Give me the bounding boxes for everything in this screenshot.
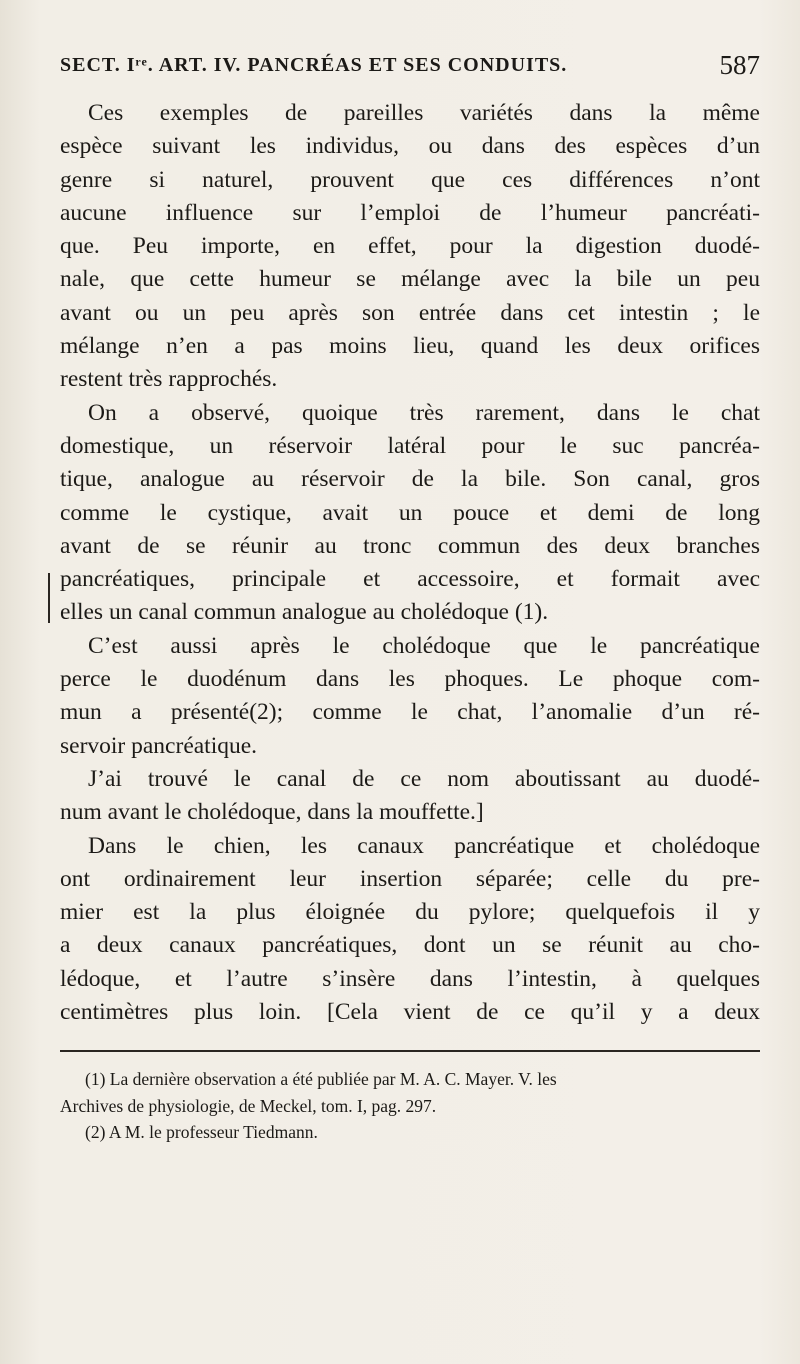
running-header [60,50,760,90]
text-line: On a observé, quoique très rarement, dans le chat [88,399,760,426]
text-line: espèce suivant les individus, ou dans des espèces d’un [60,133,760,160]
footnote-line: Archives de physiologie, de Meckel, tom. I, pag. 297. [60,1095,437,1116]
footnote-line: (2) A M. le professeur Tiedmann. [85,1122,318,1142]
paragraph [60,97,760,397]
paragraph [60,397,760,630]
text-line: lédoque, et l’autre s’insère dans l’intestin, à quelques [60,965,760,992]
text-line: mélange n’en a pas moins lieu, quand les deux orifices [60,333,760,360]
text-line: tique, analogue au réservoir de la bile. Son canal, gros [60,466,760,493]
text-line: Dans le chien, les canaux pancréatique et cholédoque [88,832,760,859]
text-line: ont ordinairement leur insertion séparée; celle du pre- [60,865,760,892]
text-line: centimètres plus loin. [Cela vient de ce qu’il y a deux [60,999,760,1026]
text-line: J’ai trouvé le canal de ce nom aboutissant au duodé- [88,765,760,792]
text-line: comme le cystique, avait un pouce et demi de long [60,499,760,526]
text-line: genre si naturel, prouvent que ces différences n’ont [60,166,760,193]
text-line: num avant le cholédoque, dans la mouffette.] [60,799,484,826]
text-line: servoir pancréatique. [60,732,258,759]
text-line: mun a présenté(2); comme le chat, l’anomalie d’un ré- [60,699,760,726]
text-line: C’est aussi après le cholédoque que le pancréatique [88,632,760,659]
text-line: a deux canaux pancréatiques, dont un se réunit au cho- [60,932,760,959]
text-line: nale, que cette humeur se mélange avec la bile un peu [60,266,760,293]
text-line: avant ou un peu après son entrée dans cet intestin ; le [60,299,760,326]
text-line: elles un canal commun analogue au cholédoque (1). [60,599,549,626]
text-line: que. Peu importe, en effet, pour la digestion duodé- [60,233,760,260]
margin-mark [48,573,50,623]
text-line: aucune influence sur l’emploi de l’humeur pancréati- [60,199,760,226]
paragraph [60,630,760,763]
text-line: domestique, un réservoir latéral pour le suc pancréa- [60,432,760,459]
main-text [60,97,760,1029]
footnote-line: (1) La dernière observation a été publiée par M. A. C. Mayer. V. les [85,1069,557,1089]
paragraph [60,830,760,1030]
text-line: Ces exemples de pareilles variétés dans la même [88,100,760,126]
paragraph [60,763,760,830]
page-number: 587 [719,50,760,80]
running-title: SECT. Iʳᵉ. ART. IV. PANCRÉAS ET SES CONDUITS. [60,54,568,76]
footnote-divider [60,1050,760,1052]
text-line: perce le duodénum dans les phoques. Le phoque com- [60,666,760,693]
text-line: pancréatiques, principale et accessoire, et formait avec [60,566,760,593]
text-line: avant de se réunir au tronc commun des deux branches [60,532,760,559]
text-line: mier est la plus éloignée du pylore; quelquefois il y [60,899,760,926]
footnotes [60,1066,760,1146]
text-line: restent très rapprochés. [60,366,278,393]
